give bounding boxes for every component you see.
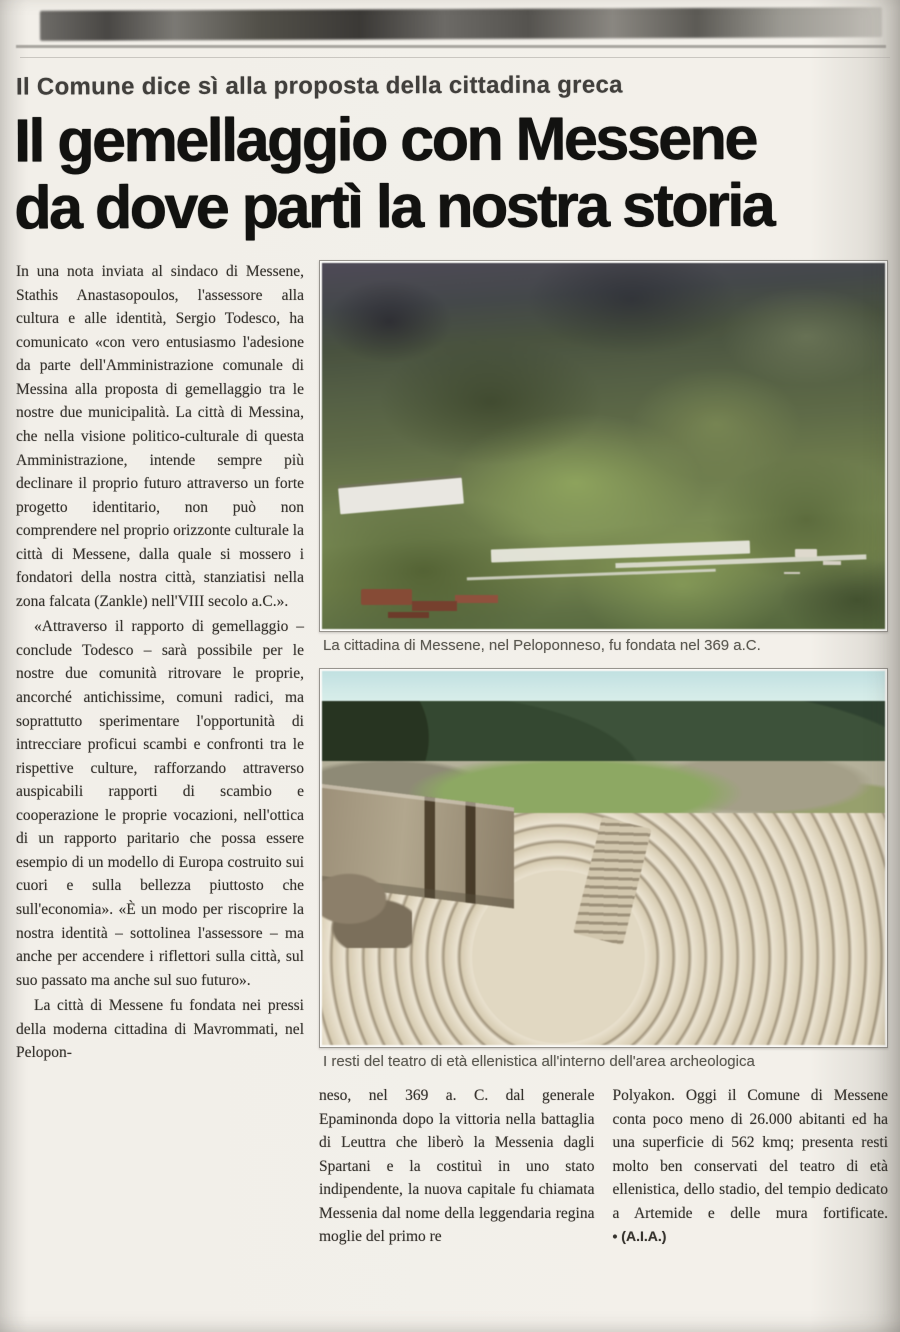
valley-red-roofs <box>361 589 412 605</box>
article-column-right <box>613 1084 889 1249</box>
article-signature: • (A.I.A.) <box>612 1228 667 1245</box>
photo-frame-theater <box>319 668 888 1048</box>
photo-frame-valley <box>319 260 888 632</box>
article-headline <box>14 104 900 241</box>
photo-messene-valley <box>322 263 885 629</box>
article-bottom-columns <box>319 1084 888 1249</box>
article-paragraph-2: «Attraverso il rapporto di gemellaggio – conclude Todesco – sarà possibile per le nostre due comunità ritrovare le proprie, ancorché antichissime, comuni radici, ma soprattutto sperimentare l'opportunità di intrecciare proficui scambi e confronti tra le rispettive culture, rafforzando attraverso auspicabili rapporti di scambio e cooperazione le proprie vocazioni, nell'ottica di un rapporto paritario che possa essere esempio di un modello di Europa costruito sui cuori e sulla bellezza piuttosto che sull'economia». «È un modo per riscoprire la nostra identità – sottolinea l'assessore – ma anche per accendere i riflettori sulla città, sul suo passato ma anche sul suo futuro». <box>16 618 304 989</box>
page-fold-strip <box>40 7 882 41</box>
article-column-middle <box>319 1084 595 1249</box>
photo-caption-theater: I resti del teatro di età ellenistica all'interno dell'area archeologica <box>323 1053 755 1071</box>
photo-caption-valley: La cittadina di Messene, nel Peloponneso, fu fondata nel 369 a.C. <box>323 637 761 655</box>
article-paragraph-3: La città di Messene fu fondata nei pressi della moderna cittadina di Mavrommati, nel Pelopon- <box>16 997 304 1062</box>
article-paragraph-1: In una nota inviata al sindaco di Messene, Stathis Anastasopoulos, l'assessore alla cultura e alle identità, Sergio Todesco, ha comunicato «con vero entusiasmo l'adesione da parte dell'Amministrazione comunale di Messina alla proposta di gemellaggio tra le nostre due municipalità. La città di Messina, che nella visione politico-culturale di questa Amministrazione, intende sempre più declinare il proprio futuro attraverso un forte progetto identitario, non può non comprendere nel proprio orizzonte culturale la città di Messene, dalla quale si mossero i fondatori della nostra città, stanziatisi nella zona falcata (Zankle) nell'VIII secolo a.C.». <box>16 263 304 610</box>
headline-line-2: da dove partì la nostra storia <box>13 170 774 242</box>
article-body <box>0 240 900 1249</box>
valley-texture-layer <box>322 263 885 629</box>
column-right-text: Polyakon. Oggi il Comune di Messene conta poco meno di 26.000 abitanti ed ha una superficie di 562 kmq; presenta resti molto ben conservati del teatro di età ellenistica, dello stadio, del tempio dedicato a Artemide e delle mura fortificate. <box>612 1087 888 1222</box>
article-kicker: Il Comune dice sì alla proposta della cittadina greca <box>15 71 623 101</box>
theater-hills-layer <box>322 701 885 768</box>
valley-white-houses <box>795 549 818 558</box>
fold-rule <box>16 45 886 48</box>
fold-rule-thin <box>20 57 890 58</box>
column-middle-text: neso, nel 369 a. C. dal generale Epaminonda dopo la vittoria nella battaglia di Leuttra che liberò la Messenia dagli Spartani e la costituì in uno stato indipendente, la nuova capitale fu chiamata Messenia dal nome della leggendaria regina moglie del primo re <box>319 1087 595 1246</box>
theater-rubble <box>322 866 412 948</box>
article-media-column <box>319 260 888 1249</box>
headline-line-1: Il gemellaggio con Messene <box>13 103 756 175</box>
article-left-column <box>16 260 304 1249</box>
photo-hellenistic-theater <box>322 671 885 1045</box>
